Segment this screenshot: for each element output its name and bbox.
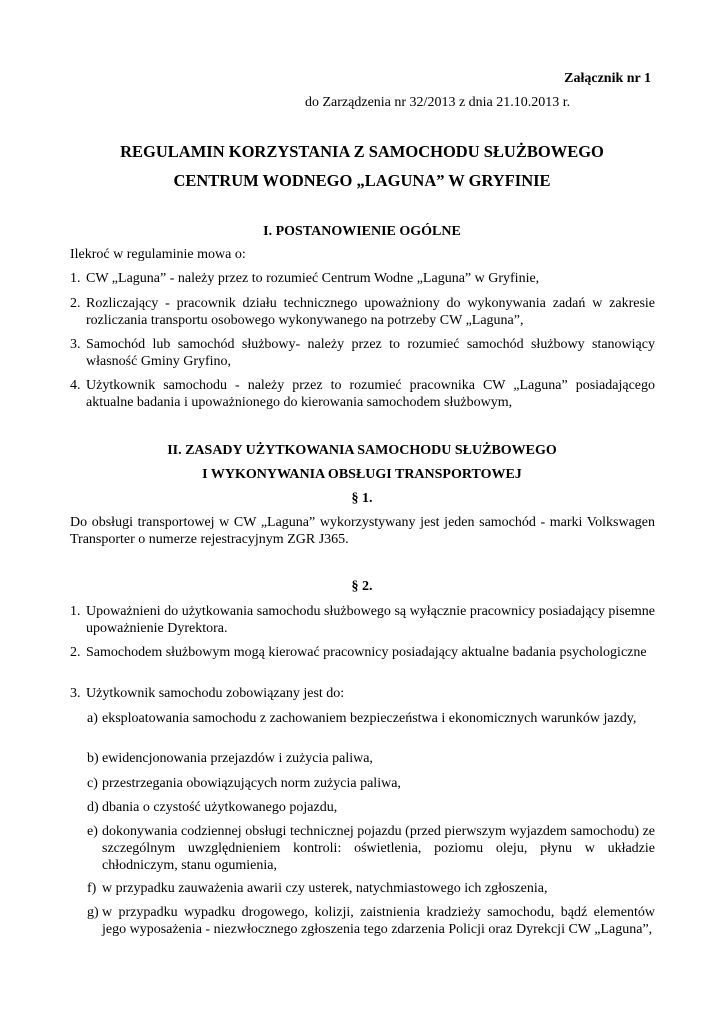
rule-item [70, 644, 655, 661]
section-1-intro: Ilekroć w regulaminie mowa o: [70, 247, 246, 262]
obligation-item [87, 775, 655, 792]
list-number: 3. [70, 337, 81, 352]
obligation-item [87, 799, 655, 816]
obligation-item [87, 823, 655, 874]
rule-item [70, 685, 655, 702]
list-letter: g) [87, 905, 99, 920]
ordinance-reference: do Zarządzenia nr 32/2013 z dnia 21.10.2013 r. [305, 95, 571, 110]
list-text: Użytkownik samochodu - należy przez to rozumieć pracownika CW „Laguna” posiadającego aktualne badania i upoważnionego do kierowania samochodem służbowym, [86, 378, 655, 410]
list-number: 3. [70, 686, 81, 701]
obligation-item [87, 904, 655, 938]
list-letter: a) [87, 711, 98, 726]
list-text: Rozliczający - pracownik działu technicznego upoważniony do wykonywania zadań w zakresie rozliczania transportu osobowego wykonywanego na potrzeby CW „Laguna”, [86, 296, 655, 328]
paragraph-1-label: § 1. [351, 491, 373, 506]
list-number: 2. [70, 645, 81, 660]
document-title-line-2: CENTRUM WODNEGO „LAGUNA” W GRYFINIE [173, 171, 551, 190]
section-2-heading-line-2: I WYKONYWANIA OBSŁUGI TRANSPORTOWEJ [202, 467, 522, 482]
list-number: 1. [70, 271, 81, 286]
list-letter: c) [87, 776, 98, 791]
definition-item [70, 295, 655, 329]
list-text: ewidencjonowania przejazdów i zużycia paliwa, [102, 751, 373, 766]
list-text: dokonywania codziennej obsługi technicznej pojazdu (przed pierwszym wyjazdem samochodu) ze szczególnym uwzględnieniem kontroli: oświetlenia, poziomu oleju, płynu w układzie chłodniczym, stanu ogumienia, [102, 824, 655, 873]
definition-item [70, 377, 655, 411]
list-letter: b) [87, 751, 99, 766]
paragraph-2-label: § 2. [351, 579, 373, 594]
section-1-heading: I. POSTANOWIENIE OGÓLNE [263, 224, 461, 239]
obligation-item [87, 880, 655, 897]
document-title-line-1: REGULAMIN KORZYSTANIA Z SAMOCHODU SŁUŻBOWEGO [120, 142, 604, 161]
list-number: 1. [70, 604, 81, 619]
definition-item [70, 270, 655, 287]
list-text: w przypadku wypadku drogowego, kolizji, zaistnienia kradzieży samochodu, bądź elementów jego wyposażenia - niezwłocznego zgłoszenia tego zdarzenia Policji oraz Dyrekcji CW „Laguna”, [102, 905, 655, 937]
obligation-item [87, 750, 655, 767]
list-text: Samochód lub samochód służbowy- należy przez to rozumieć samochód służbowy stanowiący własność Gminy Gryfino, [86, 337, 655, 369]
list-letter: f) [87, 881, 97, 896]
obligation-item [87, 710, 655, 727]
list-text: CW „Laguna” - należy przez to rozumieć Centrum Wodne „Laguna” w Gryfinie, [86, 271, 540, 286]
list-text: Użytkownik samochodu zobowiązany jest do: [86, 686, 345, 701]
list-number: 2. [70, 296, 81, 311]
list-letter: e) [87, 824, 98, 839]
definition-item [70, 336, 655, 370]
attachment-label: Załącznik nr 1 [564, 71, 651, 86]
list-number: 4. [70, 378, 81, 393]
rule-item [70, 603, 655, 637]
list-text: w przypadku zauważenia awarii czy usterek, natychmiastowego ich zgłoszenia, [102, 881, 548, 896]
list-text: przestrzegania obowiązujących norm zużycia paliwa, [102, 776, 401, 791]
list-letter: d) [87, 800, 99, 815]
paragraph-1-text: Do obsługi transportowej w CW „Laguna” wykorzystywany jest jeden samochód - marki Volkswagen Transporter o numerze rejestracyjnym ZGR J365. [70, 515, 655, 547]
list-text: Samochodem służbowym mogą kierować pracownicy posiadający aktualne badania psychologiczne [86, 645, 647, 660]
list-text: Upoważnieni do użytkowania samochodu służbowego są wyłącznie pracownicy posiadający pisemne upoważnienie Dyrektora. [86, 604, 655, 636]
list-text: dbania o czystość użytkowanego pojazdu, [102, 800, 338, 815]
list-text: eksploatowania samochodu z zachowaniem bezpieczeństwa i ekonomicznych warunków jazdy, [102, 711, 637, 726]
section-2-heading-line-1: II. ZASADY UŻYTKOWANIA SAMOCHODU SŁUŻBOWEGO [167, 443, 557, 458]
